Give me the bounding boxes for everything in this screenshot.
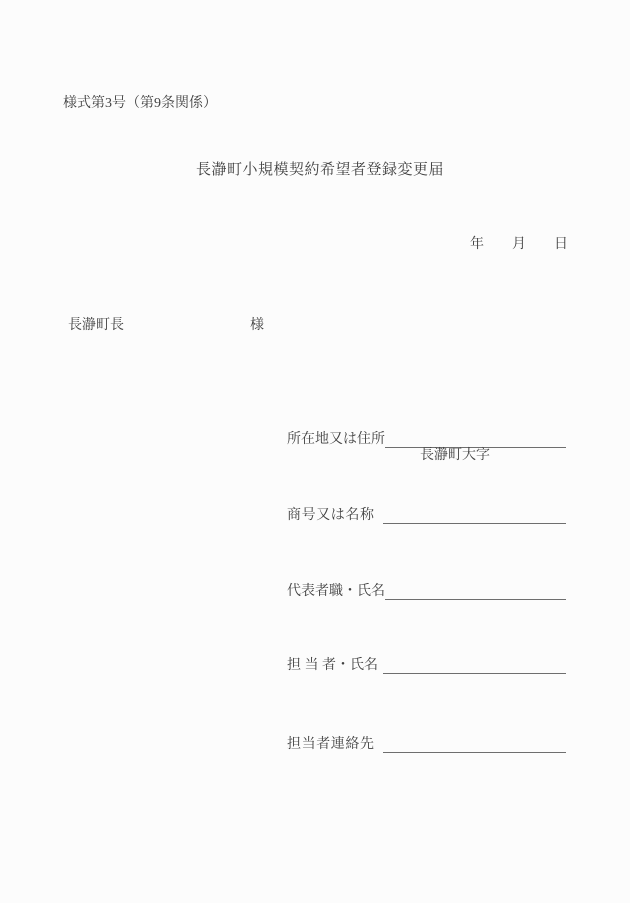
field-row-contact-person — [287, 658, 566, 674]
field-underline-contact-person — [383, 658, 566, 674]
field-underline-representative — [385, 584, 566, 600]
field-value-contact-person — [404, 674, 418, 689]
field-row-contact-info — [287, 737, 566, 753]
document-title: 長瀞町小規模契約希望者登録変更届 — [195, 162, 444, 178]
field-row-trade-name — [287, 508, 566, 524]
field-row-representative — [287, 584, 566, 600]
field-underline-trade-name — [383, 508, 566, 524]
form-number: 様式第3号（第9条関係） — [63, 96, 217, 111]
field-value-address: 長瀞町大字 — [420, 448, 490, 463]
field-label-address: 所在地又は住所 — [287, 432, 385, 447]
field-value-representative — [406, 600, 420, 615]
field-label-contact-person: 担 当 者・氏名 — [287, 658, 378, 673]
field-value-contact-info — [404, 753, 418, 768]
field-label-representative: 代表者職・氏名 — [287, 584, 385, 599]
addressee-name: 長瀞町長 — [68, 318, 124, 333]
field-label-contact-info: 担当者連絡先 — [287, 737, 375, 752]
field-row-address — [287, 432, 566, 463]
field-underline-contact-info — [383, 737, 566, 753]
date-line: 年 月 日 — [470, 237, 568, 252]
field-value-trade-name — [404, 524, 418, 539]
field-label-trade-name: 商号又は名称 — [287, 508, 375, 523]
addressee-honorific: 様 — [250, 318, 264, 333]
field-underline-address — [385, 432, 566, 463]
